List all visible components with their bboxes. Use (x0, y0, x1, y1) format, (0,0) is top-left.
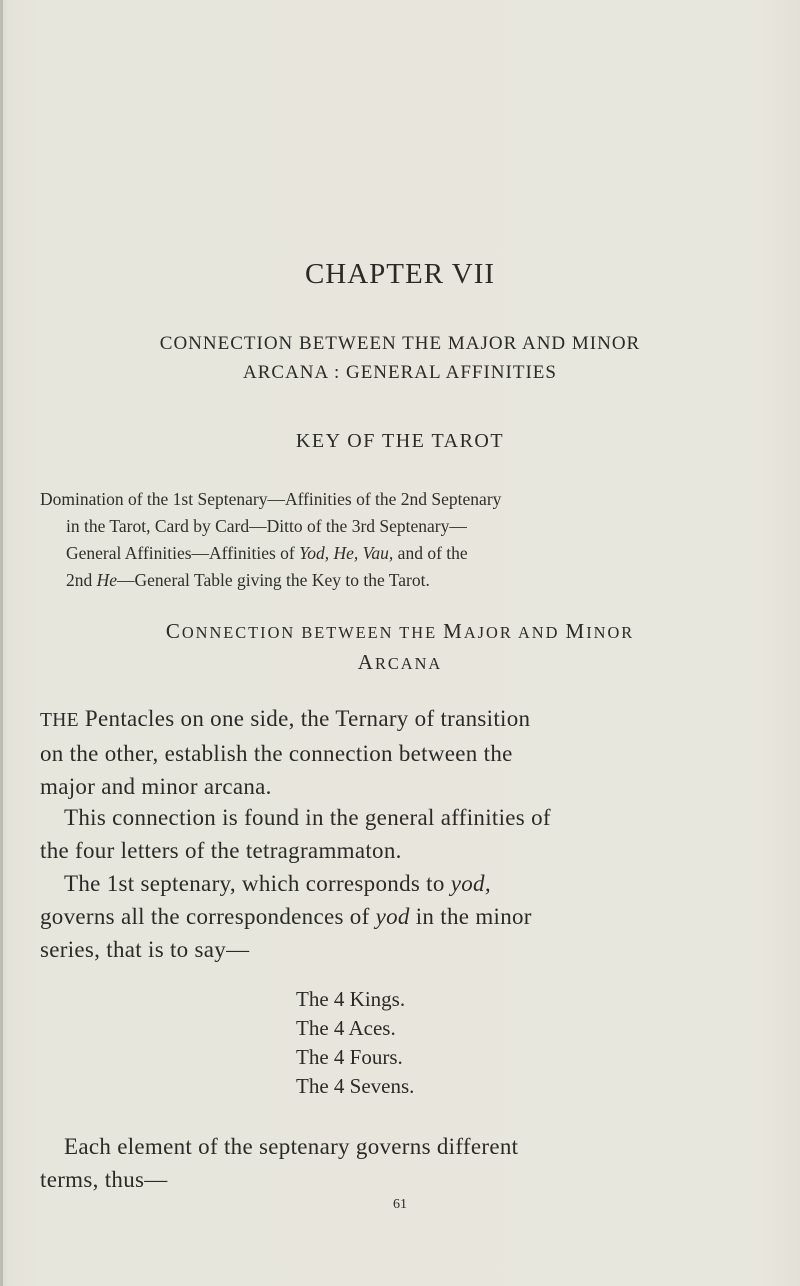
summary-line-2: in the Tarot, Card by Card—Ditto of the 3rd Septenary— (66, 516, 467, 536)
chapter-summary (40, 486, 700, 594)
summary-line-1: Domination of the 1st Septenary—Affinities of the 2nd Septenary (40, 489, 502, 509)
paragraph-1-line-1: THE Pentacles on one side, the Ternary of transition (40, 706, 531, 731)
paragraph-1-line-3: major and minor arcana. (40, 774, 272, 799)
card-list (296, 985, 414, 1101)
paragraph-4-line-1: Each element of the septenary governs different (64, 1134, 519, 1159)
chapter-title-line-1: CONNECTION BETWEEN THE MAJOR AND MINOR (159, 333, 641, 354)
chapter-subtitle: KEY OF THE TAROT (295, 430, 505, 452)
paragraph-2-line-2: the four letters of the tetragrammaton. (40, 838, 402, 863)
paragraph-3 (40, 867, 720, 966)
chapter-heading: CHAPTER VII (304, 258, 496, 290)
chapter-title-line-2: ARCANA : GENERAL AFFINITIES (243, 362, 557, 383)
list-item: The 4 Aces. (296, 1016, 396, 1040)
paragraph-1-line-2: on the other, establish the connection between the (40, 741, 513, 766)
list-item: The 4 Kings. (296, 987, 406, 1011)
paragraph-3-line-3: series, that is to say— (40, 937, 250, 962)
summary-line-4: 2nd He—General Table giving the Key to the Tarot. (66, 570, 430, 590)
paragraph-2 (40, 801, 720, 867)
section-title-line-2: ARCANA (357, 650, 443, 674)
paragraph-4 (40, 1130, 720, 1196)
section-title-line-1: CONNECTION BETWEEN THE MAJOR AND MINOR (165, 619, 635, 643)
paragraph-3-line-2: governs all the correspondences of yod in the minor (40, 904, 532, 929)
list-item: The 4 Sevens. (296, 1074, 415, 1098)
summary-line-3: General Affinities—Affinities of Yod, He, Vau, and of the (66, 543, 468, 563)
paragraph-2-line-1: This connection is found in the general affinities of (64, 805, 551, 830)
paragraph-3-line-1: The 1st septenary, which corresponds to yod, (64, 871, 491, 896)
list-item: The 4 Fours. (296, 1045, 403, 1069)
page-number: 61 (393, 1197, 407, 1212)
paragraph-4-line-2: terms, thus— (40, 1167, 168, 1192)
paragraph-1 (40, 702, 720, 803)
